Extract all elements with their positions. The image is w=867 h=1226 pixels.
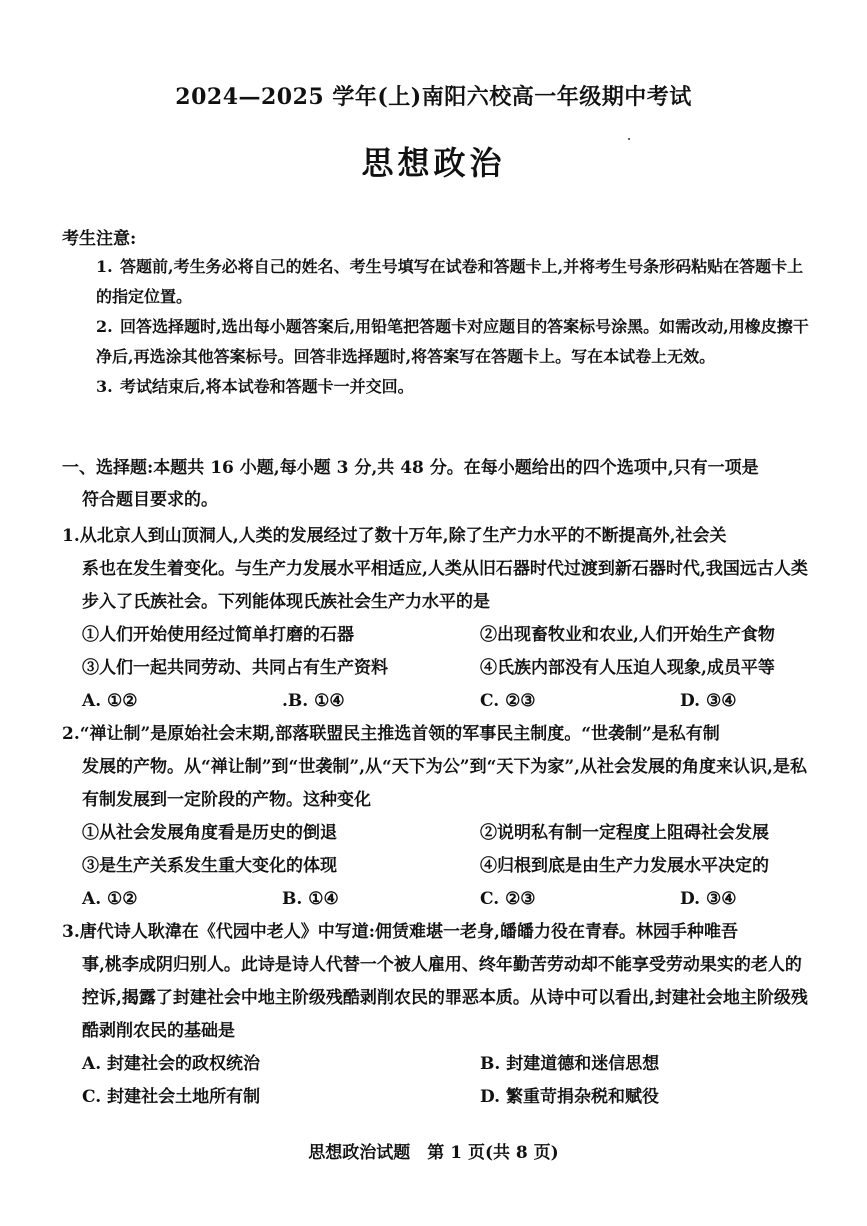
section-heading: 一、选择题:本题共 16 小题,每小题 3 分,共 48 分。在每小题给出的四个选项中,只有一项是 [62, 458, 759, 478]
choice-b: B. ①④ [282, 889, 339, 909]
statement: ④归根到底是由生产力发展水平决定的 [480, 856, 769, 876]
exam-title: 2024—2025 学年(上)南阳六校高一年级期中考试 [175, 84, 692, 110]
question-stem-first: 1.从北京人到山顶洞人,人类的发展经过了数十万年,除了生产力水平的不断提高外,社会关 [62, 526, 727, 546]
choice-a: A. 封建社会的政权统治 [82, 1054, 261, 1074]
choice-d: D. ③④ [680, 691, 737, 711]
statement-grid [62, 817, 812, 883]
notice-number: 1. [96, 257, 113, 276]
notice-item [96, 312, 816, 372]
notice-text: 回答选择题时,选出每小题答案后,用铅笔把答题卡对应题目的答案标号涂黑。如需改动,用橡皮擦干净后,再选涂其他答案标号。回答非选择题时,将答案写在答题卡上。写在本试卷上无效。 [96, 317, 809, 366]
question-stem [62, 718, 812, 817]
question-stem-first: 3.唐代诗人耿湋在《代园中老人》中写道:佣赁难堪一老身,皤皤力役在青春。林园手种唯吾 [62, 922, 738, 942]
question-1 [62, 520, 812, 718]
choice-grid [62, 1048, 812, 1114]
notice-text: 考试结束后,将本试卷和答题卡一并交回。 [120, 377, 414, 396]
choice-c: C. 封建社会土地所有制 [82, 1087, 261, 1107]
statement: ①人们开始使用经过简单打磨的石器 [82, 625, 354, 645]
statement: ③是生产关系发生重大变化的体现 [82, 856, 337, 876]
question-stem-rest: 事,桃李成阴归别人。此诗是诗人代替一个被人雇用、终年勤苦劳动却不能享受劳动果实的老人的控诉,揭露了封建社会中地主阶级残酷剥削农民的罪恶本质。从诗中可以看出,封建社会地主阶级残酷剥削农民的基础是 [82, 955, 808, 1041]
notice-list [96, 252, 816, 402]
choice-c: C. ②③ [480, 889, 536, 909]
question-stem [62, 916, 812, 1048]
notice-number: 2. [96, 317, 113, 336]
statement-grid [62, 619, 812, 685]
question-stem-rest: 系也在发生着变化。与生产力发展水平相适应,人类从旧石器时代过渡到新石器时代,我国远古人类步入了氏族社会。下列能体现氏族社会生产力水平的是 [82, 559, 808, 612]
section-heading-cont: 符合题目要求的。 [82, 490, 218, 510]
statement: ②说明私有制一定程度上阻碍社会发展 [480, 823, 769, 843]
choice-a: A. ①② [82, 889, 138, 909]
question-stem-first: 2.“禅让制”是原始社会末期,部落联盟民主推选首领的军事民主制度。“世袭制”是私有制 [62, 724, 720, 744]
notice-heading: 考生注意: [62, 229, 137, 249]
choice-d: D. 繁重苛捐杂税和赋役 [480, 1087, 659, 1107]
choice-b: .B. ①④ [282, 691, 345, 711]
choice-c: C. ②③ [480, 691, 536, 711]
choice-row [62, 685, 812, 718]
section-instructions [62, 452, 812, 516]
statement: ④氏族内部没有人压迫人现象,成员平等 [480, 658, 775, 678]
question-2 [62, 718, 812, 916]
choice-d: D. ③④ [680, 889, 737, 909]
statement: ③人们一起共同劳动、共同占有生产资料 [82, 658, 388, 678]
choice-a: A. ①② [82, 691, 138, 711]
question-list [62, 520, 812, 1114]
question-stem-rest: 发展的产物。从“禅让制”到“世袭制”,从“天下为公”到“天下为家”,从社会发展的角度来认识,是私有制发展到一定阶段的产物。这种变化 [82, 757, 807, 810]
question-stem [62, 520, 812, 619]
notice-text: 答题前,考生务必将自己的姓名、考生号填写在试卷和答题卡上,并将考生号条形码粘贴在答题卡上的指定位置。 [96, 257, 804, 306]
choice-b: B. 封建道德和迷信思想 [480, 1054, 660, 1074]
notice-item [96, 372, 816, 402]
subject-title: 思想政治 [361, 144, 506, 182]
statement: ②出现畜牧业和农业,人们开始生产食物 [480, 625, 775, 645]
statement: ①从社会发展角度看是历史的倒退 [82, 823, 337, 843]
page-footer: 思想政治试题 第 1 页(共 8 页) [308, 1143, 559, 1163]
question-3 [62, 916, 812, 1114]
choice-row [62, 883, 812, 916]
notice-item [96, 252, 816, 312]
notice-number: 3. [96, 377, 113, 396]
